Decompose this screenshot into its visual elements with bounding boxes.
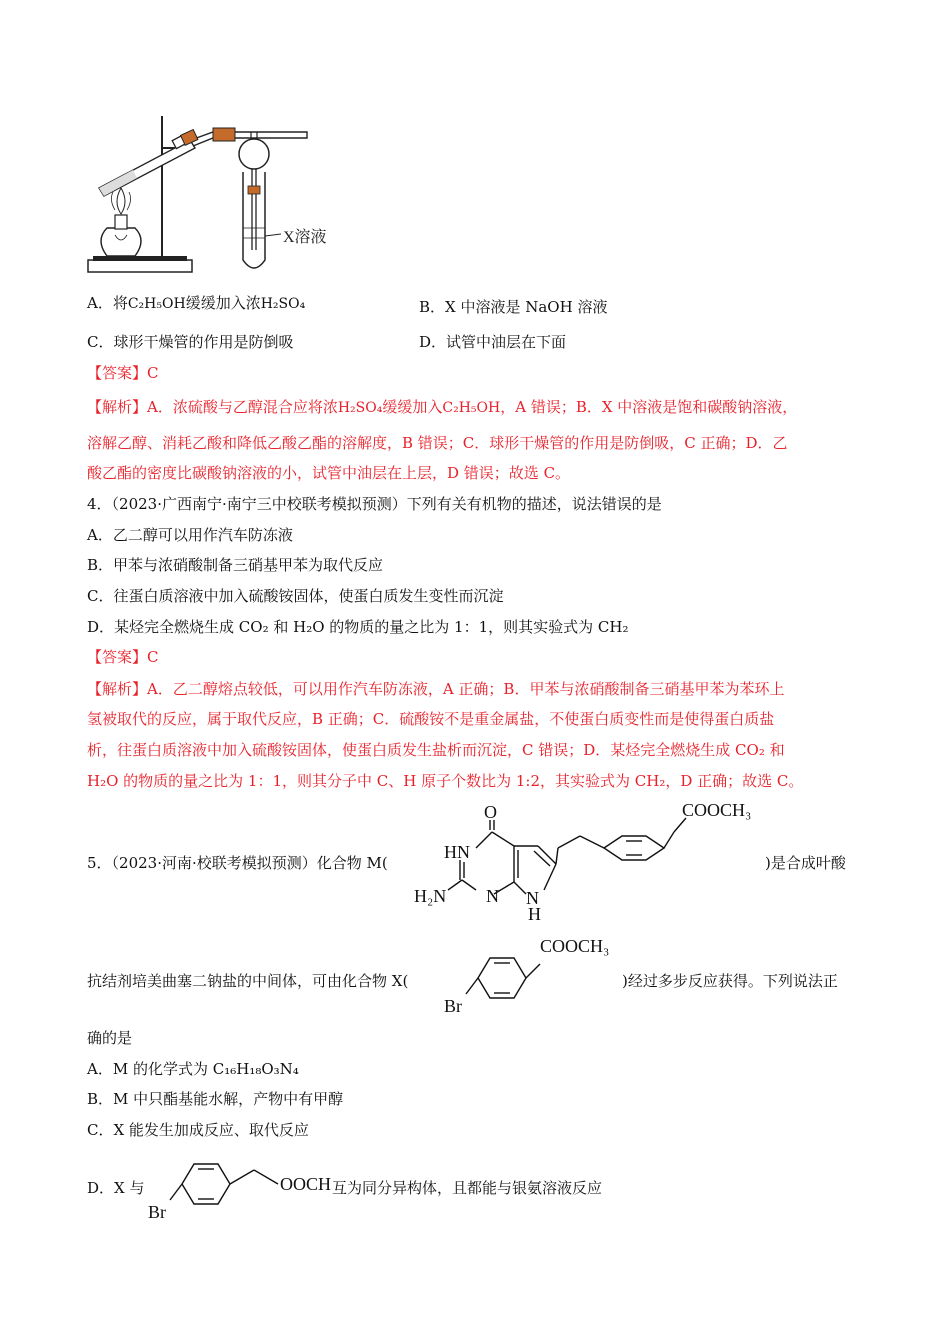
m-nh: HN [444,842,470,862]
q4-answer: 【答案】C [87,648,159,666]
q4-analysis-line3: 析，往蛋白质溶液中加入硫酸铵固体，使蛋白质发生盐析而沉淀，C 错误；D．某烃完全燃烧生成 CO₂ 和 [87,741,785,759]
q5-option-d-part1: D．X 与 [87,1179,145,1197]
q5-stem-part3: 抗结剂培美曲塞二钠盐的中间体，可由化合物 X( [87,972,409,990]
q4-option-c: C．往蛋白质溶液中加入硫酸铵固体，使蛋白质发生变性而沉淀 [87,587,504,605]
x-br: Br [444,996,462,1016]
q3-option-c: C．球形干燥管的作用是防倒吸 [87,333,294,351]
m-h-pyrrole: H [528,904,541,922]
q4-analysis-line1: 【解析】A．乙二醇熔点较低，可以用作汽车防冻液，A 正确；B．甲苯与浓硝酸制备三硝基甲苯为苯环上 [87,680,785,698]
q5-stem-part4: )经过多步反应获得。下列说法正 [622,972,838,990]
esterification-apparatus-figure [85,110,345,282]
q3-option-d: D．试管中油层在下面 [419,333,567,351]
q5-stem-part2: )是合成叶酸 [765,854,846,872]
q4-analysis-line2: 氢被取代的反应，属于取代反应，B 正确；C．硫酸铵不是重金属盐，不使蛋白质变性而是使得蛋白质盐 [87,710,775,728]
q4-analysis-line4: H₂O 的物质的量之比为 1：1，则其分子中 C、H 原子个数比为 1:2，其实验式为 CH₂，D 正确；故选 C。 [87,772,804,790]
q3-option-b: B．X 中溶液是 NaOH 溶液 [419,298,608,316]
q5-stem-part1: 5．（2023·河南·校联考模拟预测）化合物 M( [87,854,388,872]
compound-m-structure [410,790,770,922]
option-d-structure [146,1140,336,1222]
q3-analysis-line2: 溶解乙醇、消耗乙酸和降低乙酸乙酯的溶解度，B 错误；C．球形干燥管的作用是防倒吸，C 正确；D．乙 [87,434,788,452]
q3-analysis-line1: 【解析】A．浓硫酸与乙醇混合应将浓H₂SO₄缓缓加入C₂H₅OH，A 错误；B．X 中溶液是饱和碳酸钠溶液， [87,398,798,416]
x-ester-group: COOCH₃ [540,936,610,956]
m-nh2: H₂N [414,886,447,906]
m-n-pyrrole: N [526,888,539,908]
q4-option-a: A．乙二醇可以用作汽车防冻液 [87,526,293,544]
q4-option-d: D．某烃完全燃烧生成 CO₂ 和 H₂O 的物质的量之比为 1：1，则其实验式为 CH₂ [87,618,629,636]
q5-option-b: B．M 中只酯基能水解，产物中有甲醇 [87,1090,344,1108]
d-br: Br [148,1202,166,1222]
q5-stem-part5: 确的是 [87,1029,133,1047]
m-carbonyl-o: O [484,802,497,822]
q3-answer: 【答案】C [87,364,159,382]
compound-x-structure [438,928,628,1018]
q4-option-b: B．甲苯与浓硝酸制备三硝基甲苯为取代反应 [87,556,384,574]
m-n-ring: N [486,886,499,906]
q5-option-c: C．X 能发生加成反应、取代反应 [87,1121,309,1139]
q3-option-a: A．将C₂H₅OH缓缓加入浓H₂SO₄ [87,294,306,312]
q5-option-a: A．M 的化学式为 C₁₆H₁₈O₃N₄ [87,1060,299,1078]
q3-analysis-line3: 酸乙酯的密度比碳酸钠溶液的小，试管中油层在上层，D 错误；故选 C。 [87,464,571,482]
d-ester-group: OOCH [280,1174,332,1194]
m-ester-group: COOCH₃ [682,800,752,820]
q5-option-d-part2: 互为同分异构体，且都能与银氨溶液反应 [332,1179,603,1197]
apparatus-x-label: X溶液 [283,229,327,246]
q4-stem: 4．（2023·广西南宁·南宁三中校联考模拟预测）下列有关有机物的描述，说法错误的是 [87,495,662,513]
